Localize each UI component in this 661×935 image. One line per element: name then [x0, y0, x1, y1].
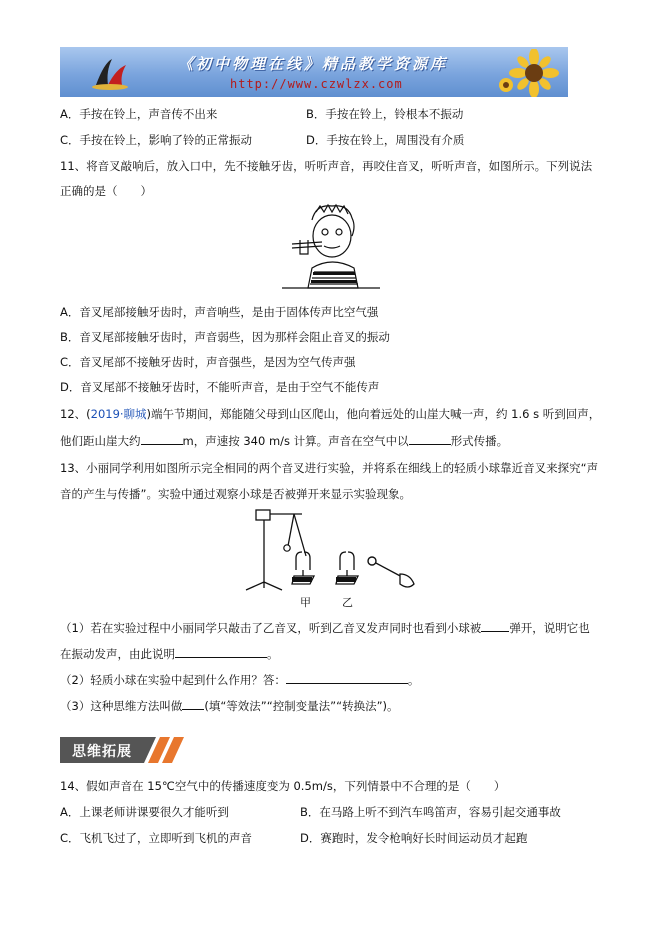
q13-blank-1[interactable] [481, 619, 509, 632]
q13-blank-4[interactable] [182, 697, 204, 710]
q13-sub1-line2 [60, 645, 279, 662]
sunflower-icon [494, 49, 564, 97]
logo-icon [90, 55, 130, 91]
q12-blank-distance[interactable] [141, 432, 183, 445]
tuning-fork-experiment-figure [238, 506, 428, 612]
q14-option-b: B．在马路上听不到汽车鸣笛声，容易引起交通事故 [300, 805, 561, 819]
q10-option-a: A．手按在铃上，声音传不出来 [60, 107, 218, 121]
q13-sub3 [60, 697, 399, 714]
q13-sub2 [60, 671, 419, 688]
q11-stem-line2: 正确的是（ ） [60, 184, 152, 198]
q12-blank-form[interactable] [409, 432, 451, 445]
q12-stem-line2 [60, 432, 508, 449]
q12-line2-c: 形式传播。 [450, 434, 509, 448]
q12-stem-text: )端午节期间，郑能随父母到山区爬山，他向着远处的山崖大喊一声，约 1.6 s 听到回声， [146, 407, 601, 421]
q11-option-b: B．音叉尾部接触牙齿时，声音弱些，因为那样会阻止音叉的振动 [60, 330, 390, 344]
q12-number: 12、( [60, 407, 91, 421]
q11-option-d: D．音叉尾部不接触牙齿时，不能听声音，是由于空气不能传声 [60, 380, 380, 394]
q13-stem-line1: 13、小丽同学利用如图所示完全相同的两个音叉进行实验，并将系在细线上的轻质小球靠近音叉来探究“声 [60, 461, 599, 475]
q12-stem-line1 [60, 406, 600, 422]
q10-option-c: C．手按在铃上，影响了铃的正常振动 [60, 133, 253, 147]
q13-sub3-a: （3）这种思维方法叫做 [60, 699, 183, 713]
label-yi: 乙 [342, 596, 353, 609]
q13-sub2-b: 。 [407, 673, 420, 687]
q11-option-c: C．音叉尾部不接触牙齿时，声音强些，是因为空气传声强 [60, 355, 356, 369]
section-tag [60, 737, 192, 763]
q13-sub1-line1 [60, 619, 590, 636]
q12-line2-b: m，声速按 340 m/s 计算。声音在空气中以 [182, 434, 409, 448]
q13-blank-2[interactable] [175, 645, 267, 658]
q10-option-b: B．手按在铃上，铃根本不振动 [306, 107, 464, 121]
q14-stem: 14、假如声音在 15℃空气中的传播速度变为 0.5m/s，下列情景中不合理的是（ ） [60, 779, 506, 793]
q12-source: 2019·聊城 [90, 407, 147, 421]
q11-stem-line1: 11、将音叉敲响后，放入口中，先不接触牙齿，听听声音，再咬住音叉，听听声音，如图所示。下列说法 [60, 159, 593, 173]
q12-line2-a: 他们距山崖大约 [60, 434, 141, 448]
q14-option-a: A．上课老师讲课要很久才能听到 [60, 805, 229, 819]
q14-option-c: C．飞机飞过了，立即听到飞机的声音 [60, 831, 253, 845]
q11-option-a: A．音叉尾部接触牙齿时，声音响些，是由于固体传声比空气强 [60, 305, 379, 319]
q13-sub1-a: （1）若在实验过程中小丽同学只敲击了乙音叉，听到乙音叉发声同时也看到小球被 [60, 621, 482, 635]
q14-option-d: D．赛跑时，发令枪响好长时间运动员才起跑 [300, 831, 528, 845]
boy-tuning-fork-figure [282, 202, 380, 294]
q13-sub1-c: 在振动发声，由此说明 [60, 647, 175, 661]
q13-sub1-d: 。 [267, 647, 279, 661]
q13-sub3-b: (填“等效法”“控制变量法”“转换法”)。 [204, 699, 399, 713]
label-jia: 甲 [300, 596, 311, 609]
q13-blank-3[interactable] [286, 671, 408, 684]
section-tag-label: 思维拓展 [72, 744, 132, 760]
header-url: http://www.czwlzx.com [230, 77, 403, 91]
q10-option-d: D．手按在铃上，周围没有介质 [306, 133, 465, 147]
q13-sub1-b: 弹开，说明它也 [509, 621, 590, 635]
header-title: 《初中物理在线》精品教学资源库 [178, 55, 449, 73]
q13-stem-line2: 音的产生与传播”。实验中通过观察小球是否被弹开来显示实验现象。 [60, 487, 411, 501]
header-banner [60, 47, 568, 97]
q13-sub2-a: （2）轻质小球在实验中起到什么作用？答： [60, 673, 286, 687]
